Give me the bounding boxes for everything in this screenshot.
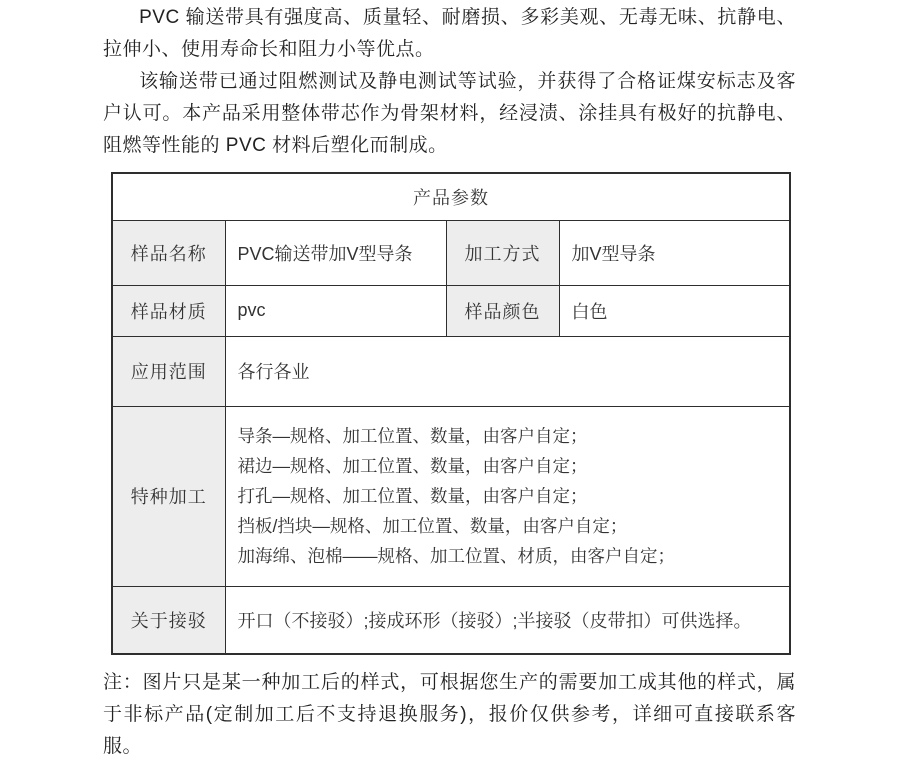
param-value-application: 各行各业: [225, 336, 790, 406]
bottom-note: 注：图片只是某一种加工后的样式，可根据您生产的需要加工成其他的样式，属于非标产品(定制加工后不支持退换服务)，报价仅供参考，详细可直接联系客服。: [103, 672, 796, 757]
table-row-sample-name: [112, 220, 790, 285]
special-processing-line-1: 导条—规格、加工位置、数量，由客户自定；: [237, 426, 588, 446]
param-label-sample-name: 样品名称: [112, 220, 225, 285]
table-title: 产品参数: [112, 173, 790, 220]
param-value-special-processing: [225, 406, 790, 586]
param-label-splicing: 关于接驳: [112, 586, 225, 654]
table-title-row: [112, 173, 790, 220]
param-value-process-method: 加V型导条: [559, 220, 790, 285]
table-row-application: [112, 336, 790, 406]
param-value-splicing: 开口（不接驳）;接成环形（接驳）;半接驳（皮带扣）可供选择。: [225, 586, 790, 654]
special-processing-line-5: 加海绵、泡棉——规格、加工位置、材质，由客户自定；: [237, 546, 675, 566]
param-label-sample-material: 样品材质: [112, 285, 225, 336]
special-processing-line-2: 裙边—规格、加工位置、数量，由客户自定；: [237, 456, 588, 476]
param-value-sample-color: 白色: [559, 285, 790, 336]
intro-paragraph-2: 该输送带已通过阻燃测试及静电测试等试验，并获得了合格证煤安标志及客户认可。本产品采用整体带芯作为骨架材料，经浸渍、涂挂具有极好的抗静电、阻燃等性能的 PVC 材料后塑化而制成。: [103, 71, 796, 156]
table-row-sample-material: [112, 285, 790, 336]
param-label-process-method: 加工方式: [446, 220, 559, 285]
table-row-special-processing: [112, 406, 790, 586]
param-value-sample-material: pvc: [225, 285, 446, 336]
intro-section: [103, 2, 796, 162]
intro-paragraph-1: PVC 输送带具有强度高、质量轻、耐磨损、多彩美观、无毒无味、抗静电、拉伸小、使用寿命长和阻力小等优点。: [103, 7, 796, 60]
param-label-application: 应用范围: [112, 336, 225, 406]
product-params-table: [111, 172, 791, 655]
param-value-sample-name: PVC输送带加V型导条: [225, 220, 446, 285]
special-processing-line-3: 打孔—规格、加工位置、数量，由客户自定；: [237, 486, 588, 506]
table-row-splicing: [112, 586, 790, 654]
param-label-sample-color: 样品颜色: [446, 285, 559, 336]
special-processing-line-4: 挡板/挡块—规格、加工位置、数量，由客户自定；: [237, 516, 628, 536]
param-label-special-processing: 特种加工: [112, 406, 225, 586]
